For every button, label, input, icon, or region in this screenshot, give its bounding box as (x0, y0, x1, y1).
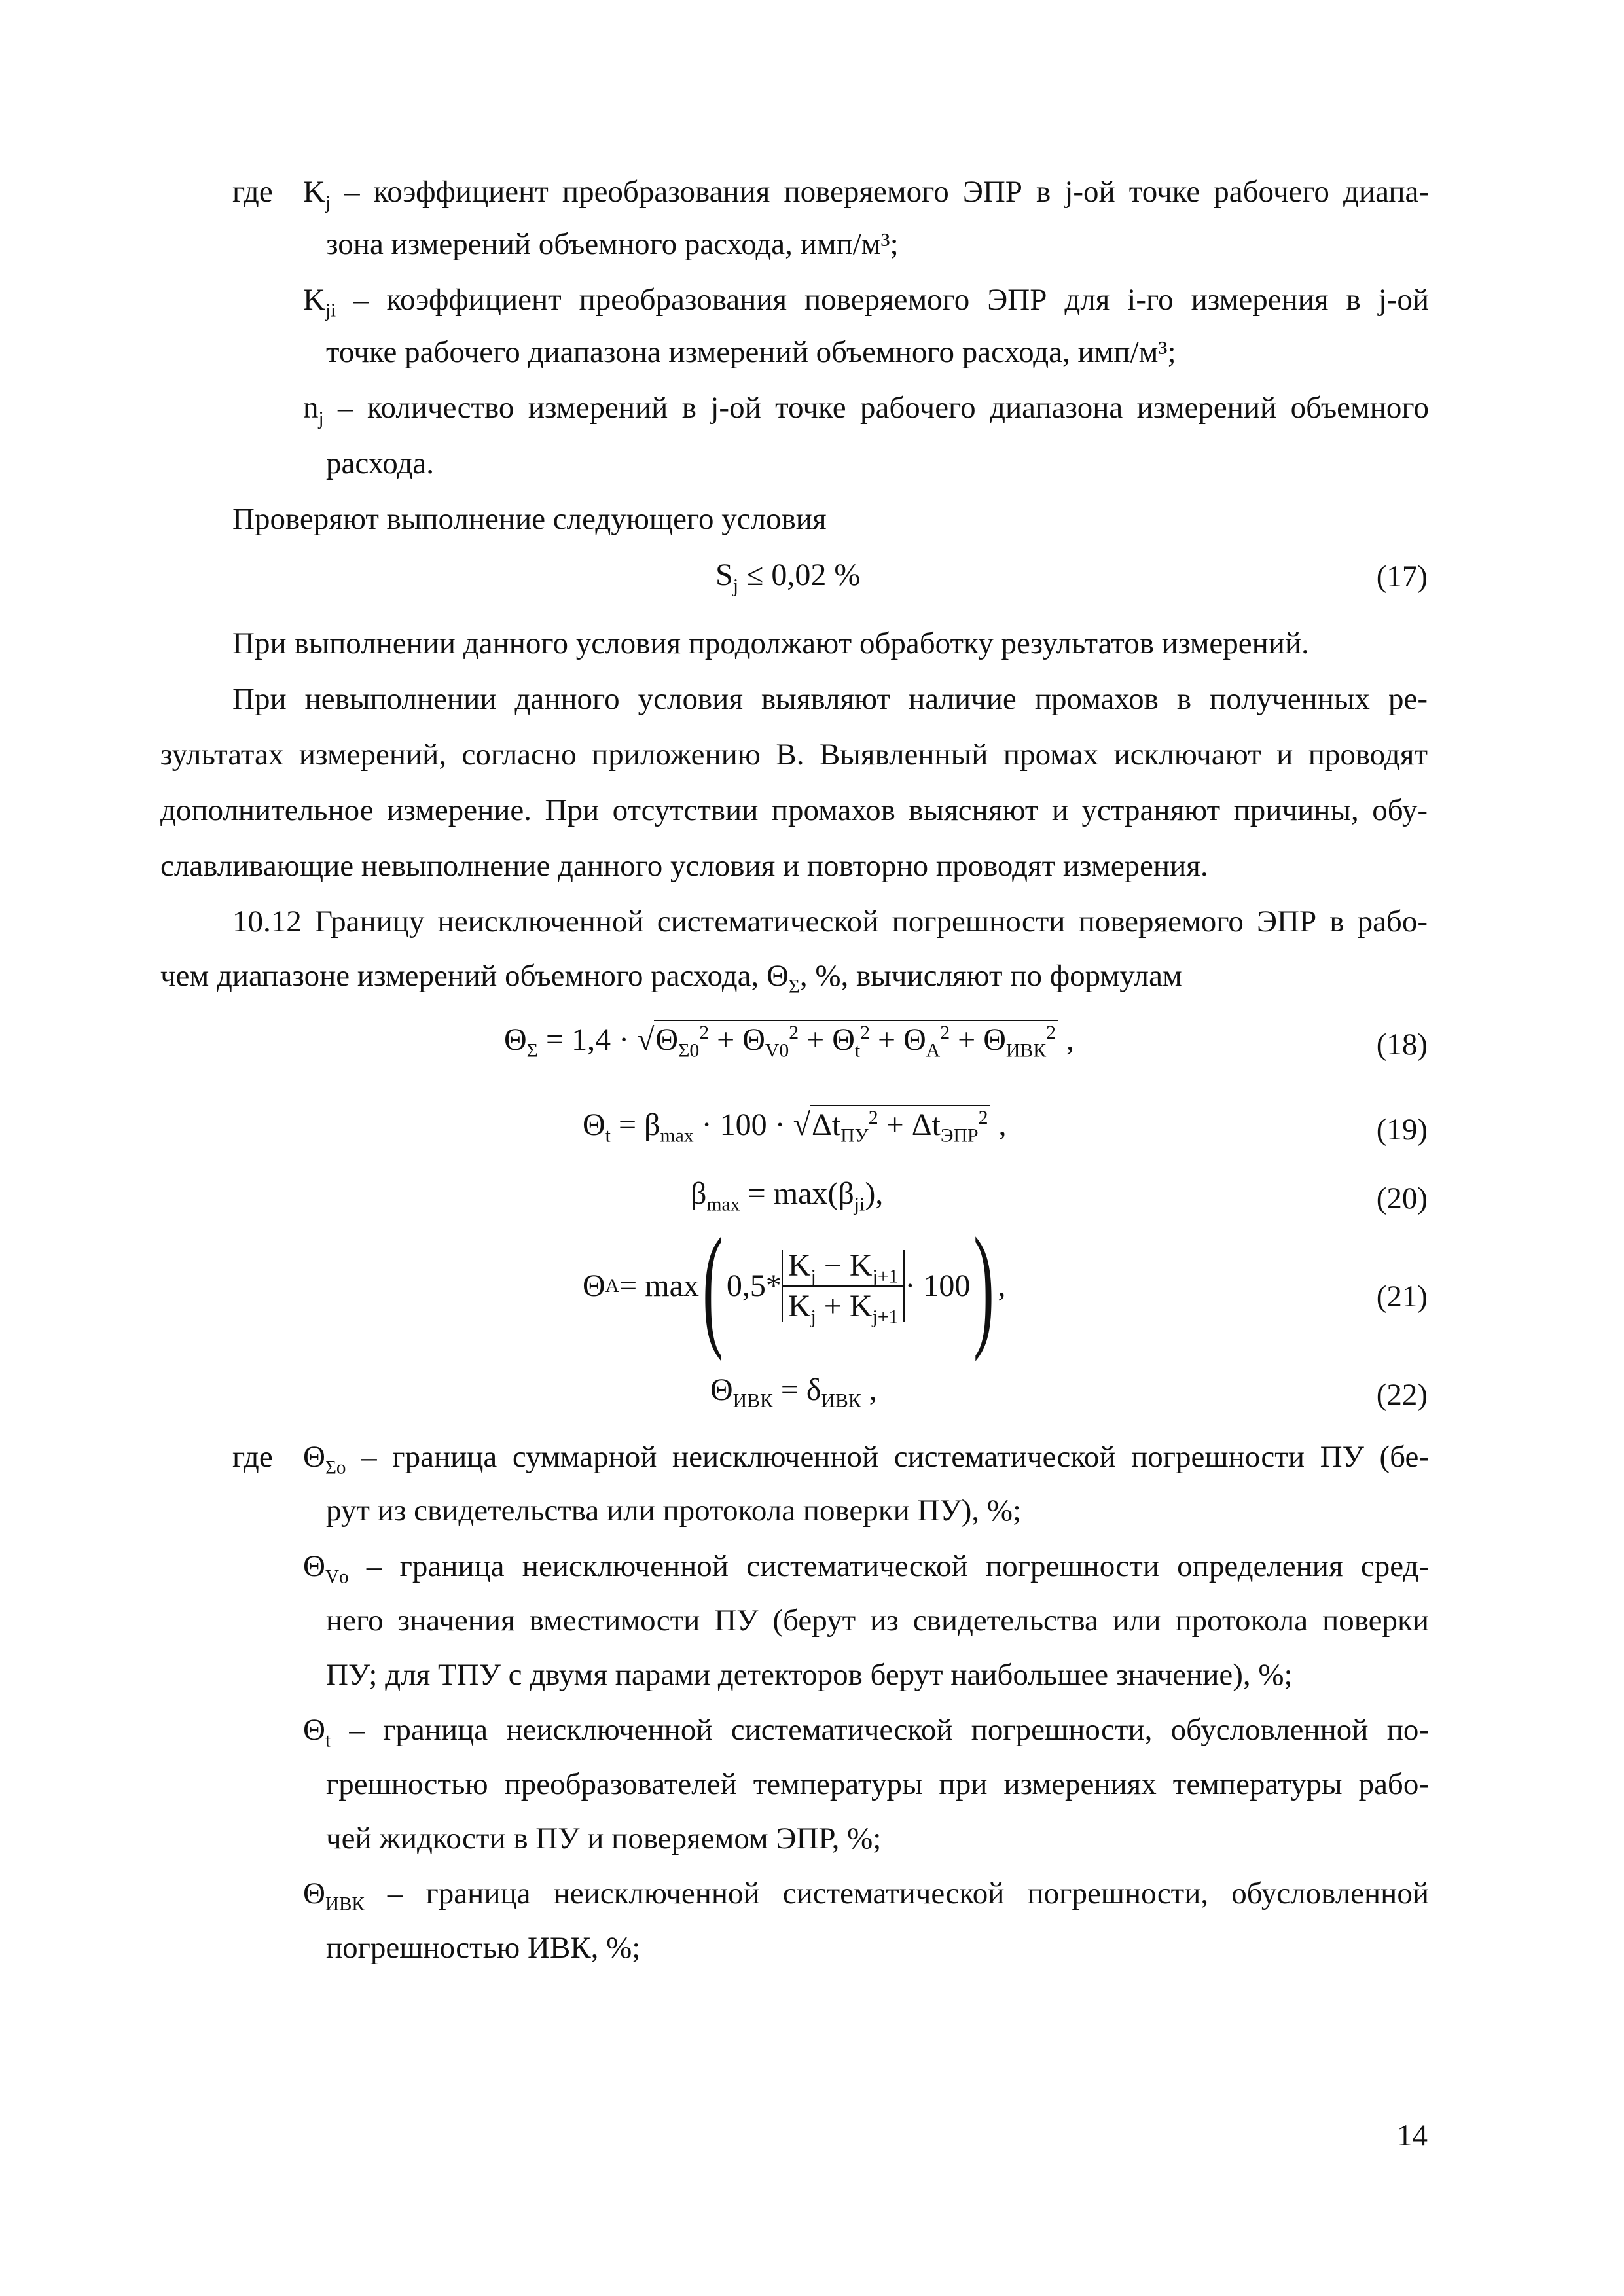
para-fail-line3: дополнительное измерение. При отсутствии промахов выясняют и устраняют причины, обу- (160, 793, 1428, 827)
para-fail-line2: зультатах измерений, согласно приложению В. Выявленный промах исключают и проводят (160, 738, 1428, 772)
def-theta-s0-line1: $\Theta_{\Sigma о}$ – граница суммарной неисключенной систематической погрешности ПУ (бе- (303, 1440, 1429, 1479)
equation-17: $S_j \le 0,02$ % (715, 558, 861, 597)
where-label-1: где (232, 175, 273, 209)
def-theta-ivk-line2: погрешностью ИВК, %; (326, 1931, 641, 1965)
def-nj-line2: расхода. (326, 446, 434, 480)
def-theta-t-line3: чей жидкости в ПУ и поверяемом ЭПР, %; (326, 1821, 882, 1856)
equation-18: $\Theta_\Sigma = 1,4 \cdot √\Theta_{\Sigma 0}^2 + \Theta_{V0}^2 + \Theta_t^2 + \Theta_A^2 + \Theta_{ИВК}^2$ , (504, 1024, 1074, 1056)
def-theta-t-line1: $\Theta_t$ – граница неисключенной систематической погрешности, обусловленной по- (303, 1713, 1429, 1751)
def-kj-line1: $K_j$ – коэффициент преобразования поверяемого ЭПР в j-ой точке рабочего диапа- (303, 175, 1429, 213)
para-check: Проверяют выполнение следующего условия (232, 502, 827, 536)
equation-number-21: (21) (1376, 1280, 1428, 1314)
para-1012-line2: чем диапазоне измерений объемного расхода, $\Theta_\Sigma$, %, вычисляют по формулам (160, 959, 1182, 997)
left-paren-icon: ( (702, 1210, 723, 1362)
def-theta-t-line2: грешностью преобразователей температуры при измерениях температуры рабо- (326, 1767, 1429, 1801)
def-theta-s0-line2: рут из свидетельства или протокола поверки ПУ), %; (326, 1494, 1022, 1528)
page-number: 14 (1397, 2119, 1428, 2153)
equation-20: $\beta_{max} = \max(\beta_{ji})$, (691, 1176, 884, 1215)
equation-number-17: (17) (1376, 560, 1428, 594)
def-theta-v0-line2: него значения вместимости ПУ (берут из свидетельства или протокола поверки (326, 1604, 1429, 1638)
def-nj-line1: $n_j$ – количество измерений в j-ой точке рабочего диапазона измерений объемного (303, 391, 1430, 429)
para-ok: При выполнении данного условия продолжают обработку результатов измерений. (232, 626, 1309, 660)
right-paren-icon: ) (973, 1210, 995, 1362)
def-theta-v0-line3: ПУ; для ТПУ с двумя парами детекторов берут наибольшее значение), %; (326, 1658, 1293, 1692)
equation-22: $\Theta_{ИВК} = \delta_{ИВК}$ , (710, 1372, 877, 1412)
def-kji-line2: точке рабочего диапазона измерений объемного расхода, имп/м³; (326, 335, 1176, 369)
def-kj-line2: зона измерений объемного расхода, имп/м³; (326, 227, 899, 261)
para-fail-line4: славливающие невыполнение данного условия и повторно проводят измерения. (160, 849, 1208, 883)
def-kji-line1: $K_{ji}$ – коэффициент преобразования поверяемого ЭПР для i-го измерения в j-ой (303, 283, 1430, 321)
equation-21: Θ A = max ( 0,5* $\frac{K_j - K_{j+1}}{K_j + K_{j+1}}$ · 100 ) , (583, 1210, 1006, 1362)
def-theta-v0-line1: $\Theta_{Vо}$ – граница неисключенной систематической погрешности определения сред- (303, 1549, 1429, 1588)
equation-number-19: (19) (1376, 1113, 1428, 1147)
equation-number-18: (18) (1376, 1028, 1428, 1062)
abs-fraction: $\frac{K_j - K_{j+1}}{K_j + K_{j+1}}$ (782, 1250, 905, 1322)
para-fail-line1: При невыполнении данного условия выявляют наличие промахов в полученных ре- (232, 682, 1428, 716)
equation-number-22: (22) (1376, 1378, 1428, 1412)
para-1012-line1: 10.12 Границу неисключенной систематической погрешности поверяемого ЭПР в рабо- (232, 905, 1428, 939)
equation-19: $\Theta_t = \beta_{max} \cdot 100 \cdot √\Delta t_{ПУ}^2 + \Delta t_{ЭПР}^2$ , (583, 1109, 1006, 1141)
where-label-2: где (232, 1440, 273, 1474)
def-theta-ivk-line1: $\Theta_{ИВК}$ – граница неисключенной систематической погрешности, обусловленной (303, 1876, 1429, 1915)
equation-number-20: (20) (1376, 1181, 1428, 1215)
